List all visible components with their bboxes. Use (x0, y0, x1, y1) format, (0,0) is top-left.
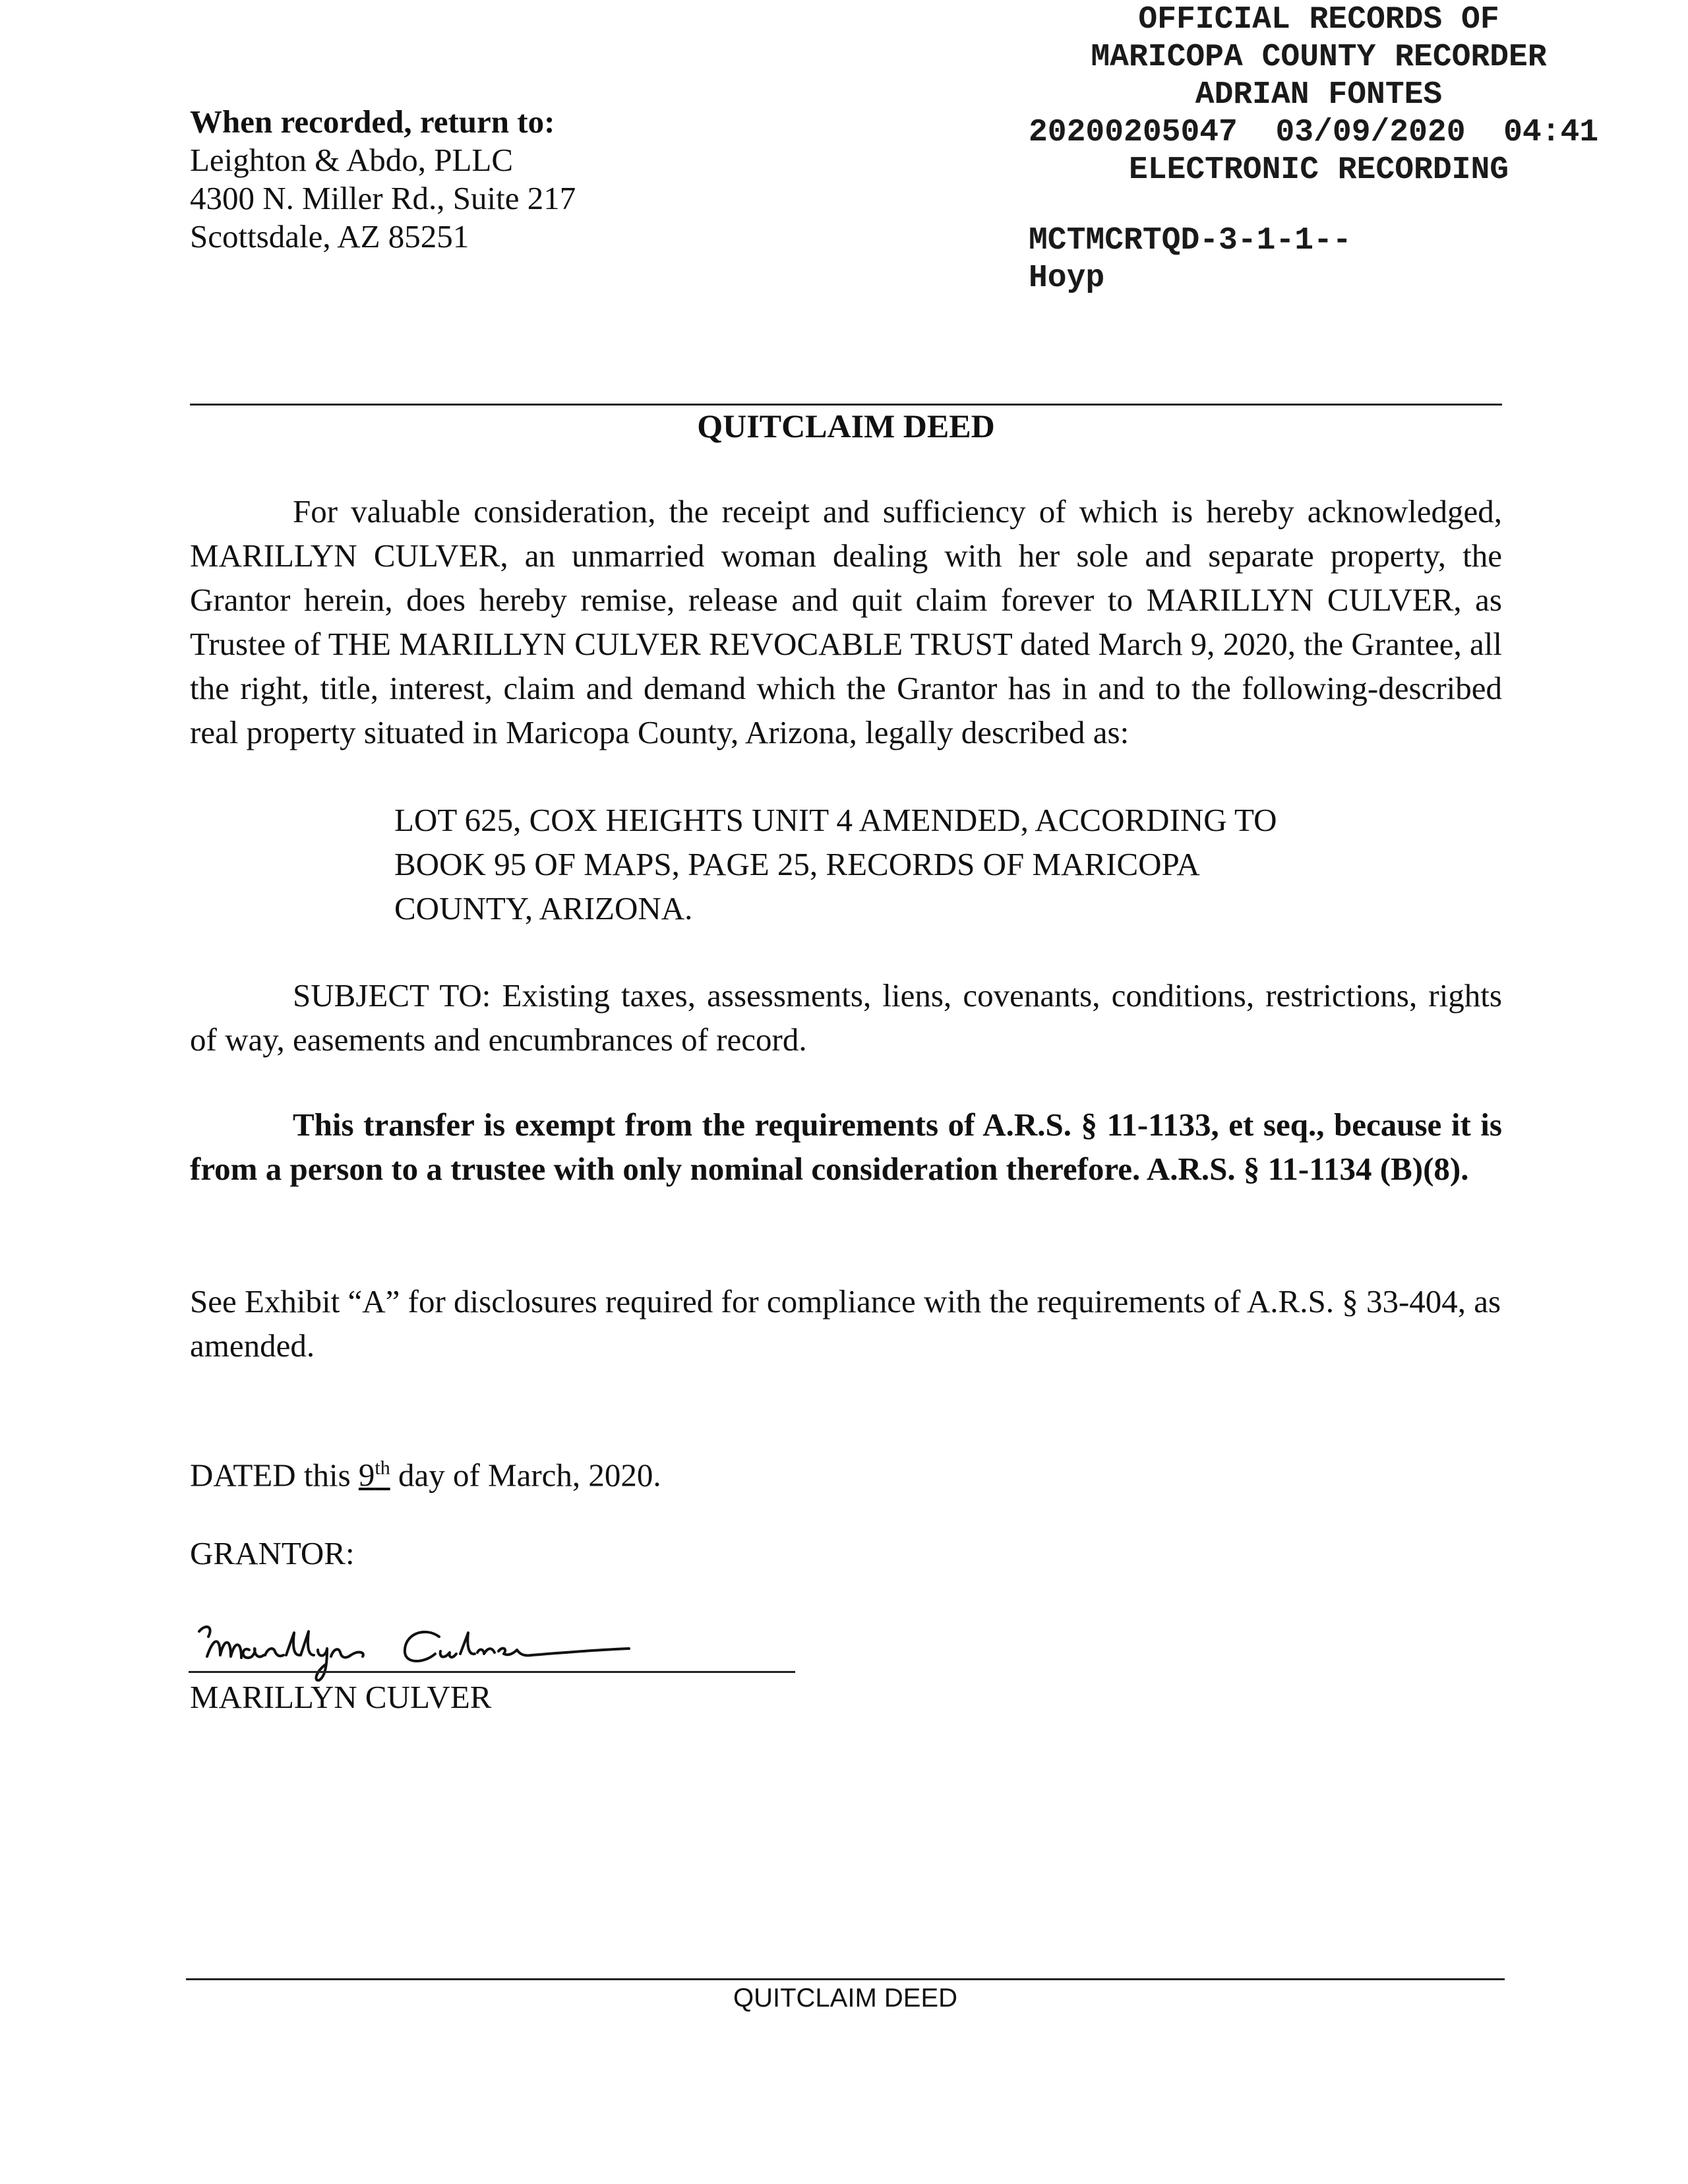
subject-to-paragraph: SUBJECT TO: Existing taxes, assessments, liens, covenants, conditions, restrictions, rights of way, easements and encumbrances of record. (190, 977, 1502, 1058)
recorder-code: MCTMCRTQD-3-1-1-- (1029, 223, 1352, 258)
recorder-line-2: MARICOPA COUNTY RECORDER (1091, 40, 1547, 75)
return-to-address-line-2: Scottsdale, AZ 85251 (190, 218, 469, 255)
document-title: QUITCLAIM DEED (697, 408, 995, 444)
dated-line (190, 1446, 661, 1497)
recorder-stamp (1029, 1, 1688, 297)
exhibit-paragraph: See Exhibit “A” for disclosures required for compliance with the requirements of A.R.S. § 33-404, as amended. (190, 1283, 1501, 1364)
recorder-line-3: ADRIAN FONTES (1195, 77, 1443, 113)
recorder-line-5: ELECTRONIC RECORDING (1128, 152, 1509, 188)
return-to-block (190, 103, 576, 256)
legal-description: LOT 625, COX HEIGHTS UNIT 4 AMENDED, ACCORDING TO BOOK 95 OF MAPS, PAGE 25, RECORDS OF MARICOPA COUNTY, ARIZONA. (394, 802, 1277, 926)
dated-day-number: 9 (358, 1457, 375, 1494)
dated-prefix: DATED this (190, 1457, 359, 1494)
dated-suffix: day of March, 2020. (390, 1457, 661, 1494)
return-to-address-line-1: 4300 N. Miller Rd., Suite 217 (190, 180, 576, 216)
signature-line (189, 1671, 795, 1673)
signer-name: MARILLYN CULVER (190, 1679, 492, 1715)
exemption-paragraph: This transfer is exempt from the requirements of A.R.S. § 11-1133, et seq., because it is from a person to a trustee with only nominal consideration therefore. A.R.S. § 11-1134 (B)(8). (190, 1107, 1502, 1187)
recording-date: 03/09/2020 (1275, 115, 1466, 150)
grantor-label: GRANTOR: (190, 1535, 355, 1571)
consideration-paragraph: For valuable consideration, the receipt and sufficiency of which is hereby acknowledged, MARILLYN CULVER, an unmarried woman dealing with her sole and separate property, the Grantor herein, does hereby remise, release and quit claim forever to MARILLYN CULVER, as Trustee of THE MARILLYN CULVER REVOCABLE TRUST dated March 9, 2020, the Grantee, all the right, title, interest, claim and demand which the Grantor has in and to the following-described real property situated in Maricopa County, Arizona, legally described as: (190, 493, 1502, 750)
recorder-line-1: OFFICIAL RECORDS OF (1138, 2, 1499, 38)
recording-time: 04:41 (1503, 115, 1599, 150)
dated-day (359, 1457, 390, 1493)
recorder-record-line (1029, 114, 1688, 152)
return-to-name: Leighton & Abdo, PLLC (190, 142, 513, 178)
recording-number: 20200205047 (1029, 115, 1238, 150)
page-footer: QUITCLAIM DEED (733, 1984, 958, 2013)
recorder-clerk: Hoyp (1029, 260, 1105, 296)
return-to-heading: When recorded, return to: (190, 104, 555, 140)
dated-day-ordinal: th (375, 1457, 390, 1479)
